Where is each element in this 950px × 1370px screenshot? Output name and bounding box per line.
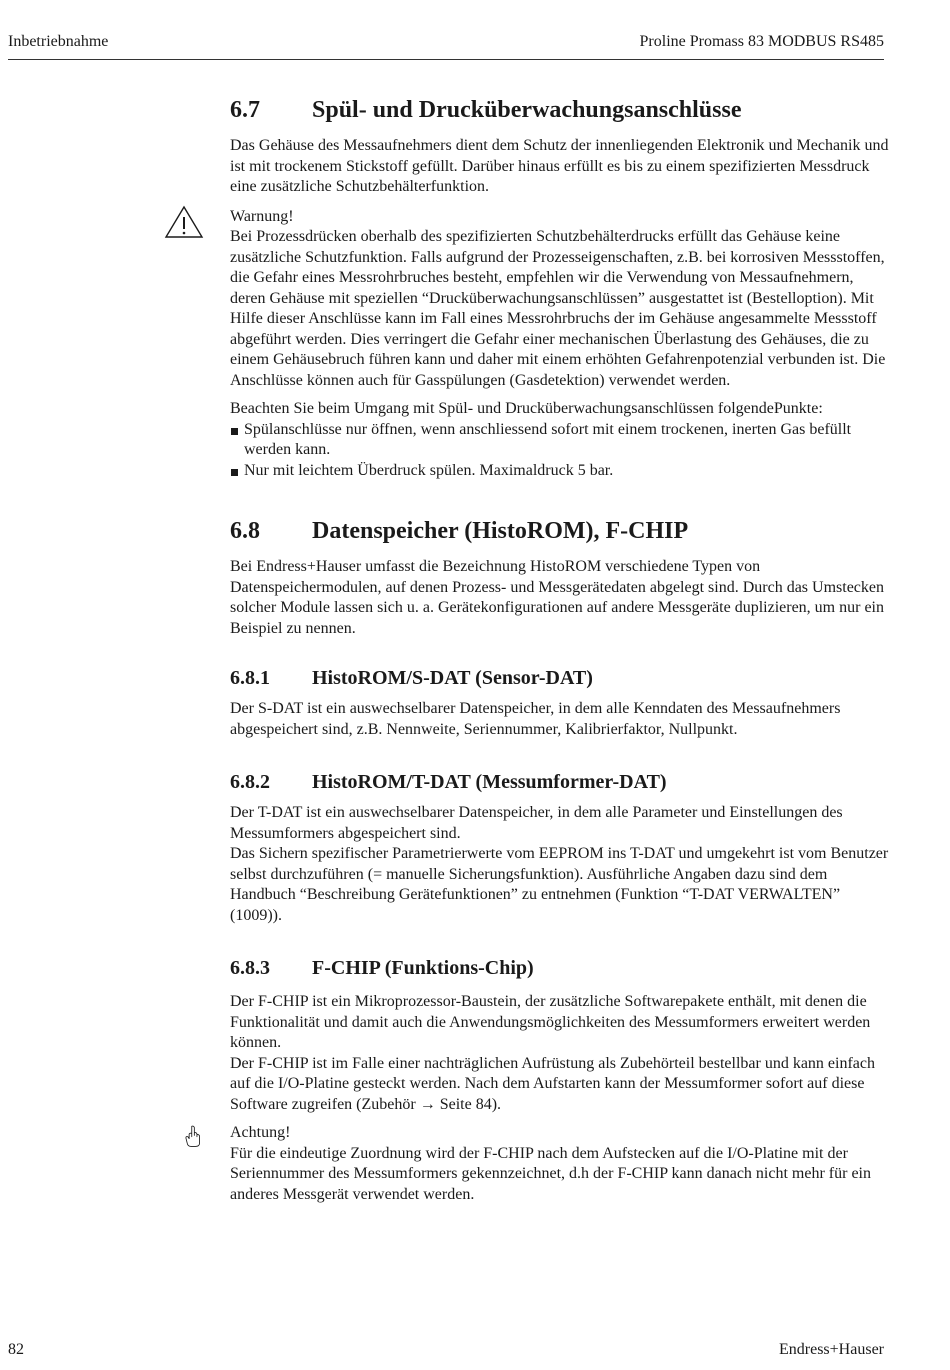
caution-text: Für die eindeutige Zuordnung wird der F-CHIP nach dem Aufstecken auf die I/O-Platine mit der Seriennummer des Messumformers gekennzeichnet, d.h der F-CHIP kann danach nicht mehr für ein anderes Messgerät verwendet werden. [230,1144,871,1203]
heading-number: 6.8.1 [230,667,270,689]
header-product-name: Proline Promass 83 MODBUS RS485 [639,33,884,50]
list-item: Spülanschlüsse nur öffnen, wenn anschliessend sofort mit einem trockenen, inerten Gas befüllt werden kann. [230,420,890,461]
heading-title: HistoROM/T-DAT (Messumformer-DAT) [312,771,667,793]
heading-6-8-3 [230,955,890,981]
page-content [230,94,890,1205]
heading-title: Spül- und Drucküberwachungsanschlüsse [312,97,742,123]
paragraph-tdat-2: Das Sichern spezifischer Parametrierwerte vom EEPROM ins T-DAT und umgekehrt ist vom Benutzer selbst durchzuführen (= manuelle Sicherungsfunktion). Ausführliche Angaben dazu sind dem Handbuch “Beschreibung Gerätefunktionen” zu entnehmen (Funktion “T-DAT VERWALTEN” (1009)). [230,845,889,924]
page-number: 82 [8,1341,24,1358]
heading-6-8-1 [230,665,890,691]
paragraph-fchip-1: Der F-CHIP ist ein Mikroprozessor-Baustein, der zusätzliche Softwarepakete enthält, mit denen die Funktionalität und damit auch die Anwendungsmöglichkeiten des Messumformers erweitert werden können. [230,993,871,1051]
heading-number: 6.8 [230,518,260,544]
caution-note [230,1123,890,1205]
heading-title: F-CHIP (Funktions-Chip) [312,957,534,979]
paragraph-tdat-1: Der T-DAT ist ein auswechselbarer Datenspeicher, in dem alle Parameter und Einstellungen des Messumformers abgespeichert sind. [230,804,843,842]
header-section-title: Inbetriebnahme [8,33,109,50]
bullet-square-icon [231,469,238,476]
bullet-list [230,420,890,482]
header-rule [8,59,884,60]
warning-label: Warnung! [230,207,294,225]
bullet-square-icon [231,428,238,435]
paragraph-sdat: Der S-DAT ist ein auswechselbarer Datenspeicher, in dem alle Kenndaten des Messaufnehmers abgespeichert sind, z.B. Nennweite, Seriennummer, Kalibrierfaktor, Nullpunkt. [230,700,841,738]
pointing-hand-icon [182,1117,208,1155]
paragraph-housing-intro: Das Gehäuse des Messaufnehmers dient dem Schutz der innenliegenden Elektronik und Mechanik und ist mit trockenem Stickstoff gefüllt. Darüber hinaus erfüllt es bis zu einem spezifizierten Messdruck eine zusätzliche Schutzbehälterfunktion. [230,137,889,195]
warning-text: Bei Prozessdrücken oberhalb des spezifizierten Schutzbehälterdrucks erfüllt das Gehäuse keine zusätzliche Schutzfunktion. Falls aufgrund der Prozesseigenschaften, z.B. bei korrosiven Messstoffen, die Gefahr eines Messrohrbruches besteht, empfehlen wir die Verwendung von Messaufnehmern, deren Gehäuse mit speziellen “Drucküberwachungsanschlüssen” ausgestattet ist (Bestelloption). Mit Hilfe dieser Anschlüsse kann im Fall eines Messrohrbruchs der im Gehäuse angesammelte Messstoff abgeführt werden. Dies verringert die Gefahr einer mechanischen Überlastung des Gehäuses, die zu einem Gehäusebruch führen kann und daher mit einem erhöhten Gefahrenpotenzial verbunden ist. Die Anschlüsse können auch für Gasspülungen (Gasdetektion) verwendet werden. [230,228,886,389]
heading-number: 6.8.3 [230,957,270,979]
heading-6-7 [230,94,890,126]
heading-title: Datenspeicher (HistoROM), F-CHIP [312,518,689,544]
warning-note [230,207,890,392]
heading-6-8-2 [230,769,890,795]
warning-triangle-icon [164,205,204,239]
paragraph-historom-intro: Bei Endress+Hauser umfasst die Bezeichnung HistoROM verschiedene Typen von Datenspeichermodulen, auf denen Prozess- und Messgerätedaten abgelegt sind. Durch das Umstecken solcher Module lassen sich u. a. Gerätekonfigurationen auf andere Messgeräte duplizieren, um nur ein Beispiel zu nennen. [230,558,885,637]
heading-number: 6.7 [230,97,260,123]
paragraph-fchip-2: Der F-CHIP ist im Falle einer nachträglichen Aufrüstung als Zubehörteil bestellbar und kann einfach auf die I/O-Platine gesteckt werden. Nach dem Aufstarten kann der Messumformer sofort auf diese Software zugreifen (Zubehör → Seite 84). [230,1054,876,1113]
heading-title: HistoROM/S-DAT (Sensor-DAT) [312,667,593,689]
paragraph-points-intro: Beachten Sie beim Umgang mit Spül- und Drucküberwachungsanschlüssen folgendePunkte: [230,400,823,417]
list-item: Nur mit leichtem Überdruck spülen. Maximaldruck 5 bar. [230,461,890,482]
caution-label: Achtung! [230,1124,291,1141]
footer-company: Endress+Hauser [779,1341,884,1358]
heading-number: 6.8.2 [230,771,270,793]
heading-6-8 [230,515,890,547]
